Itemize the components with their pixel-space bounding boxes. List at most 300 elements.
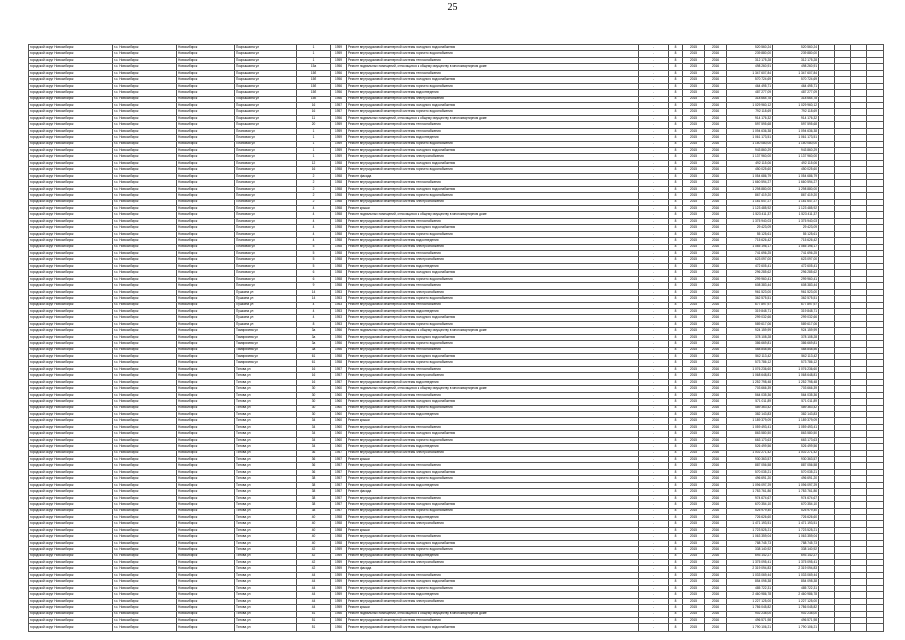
cost-total-cell: 1 076 236,60	[773, 366, 819, 372]
okrug-cell: городской округ Новосибирск	[29, 180, 113, 186]
okrug-cell: городской округ Новосибирск	[29, 463, 113, 469]
count-cell: 8	[669, 193, 683, 199]
okrug-cell: городской округ Новосибирск	[29, 366, 113, 372]
locality-cell: Новосибирск	[177, 289, 235, 295]
start-year-cell: 2015	[683, 251, 705, 257]
locality-cell: Новосибирск	[177, 334, 235, 340]
work-cell: Ремонт внутридомовой инженерной системы холодного водоснабжения	[347, 315, 639, 321]
city-cell: г.о. Новосибирск	[113, 148, 177, 154]
work-cell: Ремонт внутридомовой инженерной системы холодного водоснабжения	[347, 540, 639, 546]
dash-cell: -	[639, 302, 669, 308]
cost-total-cell: 1 181 647,27	[773, 199, 819, 205]
cost-cell: 1 150 080,00	[727, 141, 773, 147]
house-cell: 3а	[297, 328, 331, 334]
year-cell: 1956	[331, 70, 347, 76]
count-cell: 8	[669, 199, 683, 205]
end-year-cell: 2016	[705, 572, 727, 578]
work-cell: Ремонт подвальных помещений, относящихся к общему имуществу в многоквартирном доме	[347, 386, 639, 392]
dash-cell: -	[639, 424, 669, 430]
city-cell: г.о. Новосибирск	[113, 70, 177, 76]
street-cell: Плановая ул	[235, 128, 297, 134]
year-cell: 1960	[331, 405, 347, 411]
locality-cell: Новосибирск	[177, 283, 235, 289]
dash-cell: -	[639, 366, 669, 372]
street-cell: Покрышкина ул	[235, 83, 297, 89]
cost-total-cell: 338 140,92	[773, 547, 819, 553]
end-year-cell: 2016	[705, 141, 727, 147]
count-cell: 8	[669, 373, 683, 379]
street-cell: Пушкина ул	[235, 289, 297, 295]
cost-cell: 597 595,68	[727, 122, 773, 128]
start-year-cell: 2015	[683, 154, 705, 160]
count-cell: 8	[669, 283, 683, 289]
street-cell: Титова ул	[235, 457, 297, 463]
cost-cell: 902 238,00	[727, 611, 773, 617]
year-cell: 1956	[331, 624, 347, 632]
count-cell: 8	[669, 560, 683, 566]
cost-cell: 55 125,61	[727, 231, 773, 237]
street-cell: Плановая ул	[235, 148, 297, 154]
locality-cell: Новосибирск	[177, 238, 235, 244]
end-year-cell: 2016	[705, 270, 727, 276]
locality-cell: Новосибирск	[177, 444, 235, 450]
work-cell: Ремонт крыши	[347, 527, 639, 533]
work-cell: Ремонт внутридомовой инженерной системы электроснабжения	[347, 598, 639, 604]
okrug-cell: городской округ Новосибирск	[29, 392, 113, 398]
end-year-cell: 2016	[705, 489, 727, 495]
locality-cell: Новосибирск	[177, 495, 235, 501]
street-cell: Покрышкина ул	[235, 77, 297, 83]
work-cell: Ремонт внутридомовой инженерной системы водоотведения	[347, 263, 639, 269]
house-cell: 4	[297, 225, 331, 231]
year-cell: 1957	[331, 102, 347, 108]
dash-cell: -	[639, 547, 669, 553]
okrug-cell: городской округ Новосибирск	[29, 424, 113, 430]
work-cell: Ремонт внутридомовой инженерной системы горячего водоснабжения	[347, 83, 639, 89]
city-cell: г.о. Новосибирск	[113, 186, 177, 192]
year-cell: 1959	[331, 148, 347, 154]
house-cell: 20	[297, 122, 331, 128]
start-year-cell: 2015	[683, 411, 705, 417]
end-year-cell: 2016	[705, 102, 727, 108]
dash-cell: -	[639, 257, 669, 263]
cost-total-cell: 1 068 648,81	[773, 373, 819, 379]
cost-total-cell: 571 011,89	[773, 399, 819, 405]
count-cell: 8	[669, 437, 683, 443]
year-cell: 1960	[331, 418, 347, 424]
start-year-cell: 2015	[683, 469, 705, 475]
count-cell: 8	[669, 315, 683, 321]
city-cell: г.о. Новосибирск	[113, 386, 177, 392]
house-cell: 44	[297, 605, 331, 611]
start-year-cell: 2015	[683, 399, 705, 405]
city-cell: г.о. Новосибирск	[113, 457, 177, 463]
street-cell: Тимирязева ул	[235, 328, 297, 334]
dash-cell: -	[639, 579, 669, 585]
start-year-cell: 2015	[683, 495, 705, 501]
cost-cell: 386 669,81	[727, 341, 773, 347]
work-cell: Ремонт подвальных помещений, относящихся к общему имуществу в многоквартирном доме	[347, 115, 639, 121]
city-cell: г.о. Новосибирск	[113, 212, 177, 218]
cost-cell: 1 059 493,41	[727, 424, 773, 430]
locality-cell: Новосибирск	[177, 617, 235, 623]
cost-cell: 589 617,06	[727, 321, 773, 327]
locality-cell: Новосибирск	[177, 263, 235, 269]
locality-cell: Новосибирск	[177, 302, 235, 308]
okrug-cell: городской округ Новосибирск	[29, 315, 113, 321]
cost-cell: 492 115,06	[727, 160, 773, 166]
cost-cell: 1 094 636,38	[727, 128, 773, 134]
cost-cell: 382 143,83	[727, 411, 773, 417]
start-year-cell: 2015	[683, 605, 705, 611]
street-cell: Плановая ул	[235, 244, 297, 250]
work-cell: Ремонт крыши	[347, 418, 639, 424]
dash-cell: -	[639, 444, 669, 450]
street-cell: Титова ул	[235, 431, 297, 437]
year-cell: 1959	[331, 605, 347, 611]
start-year-cell: 2015	[683, 579, 705, 585]
start-year-cell: 2015	[683, 418, 705, 424]
house-cell: 12	[297, 160, 331, 166]
year-cell: 1959	[331, 57, 347, 63]
year-cell: 1959	[331, 45, 347, 51]
house-cell: 9	[297, 283, 331, 289]
house-cell: 34	[297, 424, 331, 430]
dash-cell: -	[639, 218, 669, 224]
end-year-cell: 2016	[705, 360, 727, 366]
city-cell: г.о. Новосибирск	[113, 64, 177, 70]
cost-cell: 1 660 594,27	[727, 180, 773, 186]
count-cell: 8	[669, 225, 683, 231]
locality-cell: Новосибирск	[177, 148, 235, 154]
start-year-cell: 2015	[683, 115, 705, 121]
year-cell: 1956	[331, 77, 347, 83]
work-cell: Ремонт крыши	[347, 205, 639, 211]
end-year-cell: 2016	[705, 257, 727, 263]
city-cell: г.о. Новосибирск	[113, 553, 177, 559]
okrug-cell: городской округ Новосибирск	[29, 521, 113, 527]
okrug-cell: городской округ Новосибирск	[29, 64, 113, 70]
locality-cell: Новосибирск	[177, 51, 235, 57]
count-cell: 8	[669, 57, 683, 63]
dash-cell: -	[639, 296, 669, 302]
year-cell: 1958	[331, 231, 347, 237]
house-cell: 38	[297, 502, 331, 508]
register-body	[29, 45, 884, 632]
work-cell: Ремонт внутридомовой инженерной системы электроснабжения	[347, 154, 639, 160]
street-cell: Титова ул	[235, 585, 297, 591]
street-cell: Плановая ул	[235, 154, 297, 160]
start-year-cell: 2015	[683, 276, 705, 282]
cost-cell: 570 724,69	[727, 77, 773, 83]
work-cell: Ремонт внутридомовой инженерной системы холодного водоснабжения	[347, 469, 639, 475]
okrug-cell: городской округ Новосибирск	[29, 302, 113, 308]
start-year-cell: 2015	[683, 534, 705, 540]
year-cell: 1959	[331, 585, 347, 591]
cost-cell: 1 033 069,44	[727, 572, 773, 578]
end-year-cell: 2016	[705, 193, 727, 199]
cost-total-cell: 570 035,21	[773, 469, 819, 475]
count-cell: 8	[669, 276, 683, 282]
cost-cell: 914 176,32	[727, 115, 773, 121]
count-cell: 8	[669, 592, 683, 598]
start-year-cell: 2015	[683, 347, 705, 353]
okrug-cell: городской округ Новосибирск	[29, 411, 113, 417]
okrug-cell: городской округ Новосибирск	[29, 386, 113, 392]
dash-cell: -	[639, 617, 669, 623]
okrug-cell: городской округ Новосибирск	[29, 257, 113, 263]
street-cell: Покрышкина ул	[235, 115, 297, 121]
city-cell: г.о. Новосибирск	[113, 379, 177, 385]
cost-total-cell: 573 786,12	[773, 360, 819, 366]
dash-cell: -	[639, 566, 669, 572]
count-cell: 8	[669, 489, 683, 495]
count-cell: 8	[669, 392, 683, 398]
count-cell: 8	[669, 495, 683, 501]
cost-total-cell: 1 660 594,27	[773, 180, 819, 186]
city-cell: г.о. Новосибирск	[113, 167, 177, 173]
cost-total-cell: 498 260,91	[773, 64, 819, 70]
house-cell: 16	[297, 167, 331, 173]
start-year-cell: 2015	[683, 617, 705, 623]
okrug-cell: городской округ Новосибирск	[29, 128, 113, 134]
cost-total-cell: 1 059 493,41	[773, 424, 819, 430]
cost-total-cell: 464 495,71	[773, 83, 819, 89]
year-cell: 1958	[331, 193, 347, 199]
count-cell: 8	[669, 96, 683, 102]
dash-cell: -	[639, 489, 669, 495]
work-cell: Ремонт внутридомовой инженерной системы электроснабжения	[347, 521, 639, 527]
start-year-cell: 2015	[683, 328, 705, 334]
okrug-cell: городской округ Новосибирск	[29, 560, 113, 566]
house-cell: 4	[297, 205, 331, 211]
street-cell: Титова ул	[235, 444, 297, 450]
dash-cell: -	[639, 167, 669, 173]
cost-cell: 670 354,10	[727, 502, 773, 508]
work-cell: Ремонт внутридомовой инженерной системы горячего водоснабжения	[347, 276, 639, 282]
city-cell: г.о. Новосибирск	[113, 122, 177, 128]
city-cell: г.о. Новосибирск	[113, 592, 177, 598]
cost-total-cell: 2 460 986,78	[773, 592, 819, 598]
street-cell: Титова ул	[235, 489, 297, 495]
dash-cell: -	[639, 437, 669, 443]
house-cell: 40	[297, 521, 331, 527]
street-cell: Титова ул	[235, 598, 297, 604]
cost-total-cell: 1 298 880,00	[773, 186, 819, 192]
city-cell: г.о. Новосибирск	[113, 424, 177, 430]
end-year-cell: 2016	[705, 508, 727, 514]
cost-cell: 788 745,73	[727, 540, 773, 546]
okrug-cell: городской округ Новосибирск	[29, 90, 113, 96]
street-cell: Плановая ул	[235, 257, 297, 263]
cost-total-cell: 318 664,78	[773, 96, 819, 102]
start-year-cell: 2015	[683, 476, 705, 482]
locality-cell: Новосибирск	[177, 154, 235, 160]
cost-total-cell: 378 108,28	[773, 334, 819, 340]
locality-cell: Новосибирск	[177, 457, 235, 463]
count-cell: 8	[669, 83, 683, 89]
street-cell: Покрышкина ул	[235, 102, 297, 108]
start-year-cell: 2015	[683, 502, 705, 508]
house-cell: 16	[297, 109, 331, 115]
okrug-cell: городской округ Новосибирск	[29, 77, 113, 83]
start-year-cell: 2015	[683, 199, 705, 205]
end-year-cell: 2016	[705, 251, 727, 257]
work-cell: Ремонт внутридомовой инженерной системы водоотведения	[347, 135, 639, 141]
work-cell: Ремонт внутридомовой инженерной системы электроснабжения	[347, 560, 639, 566]
work-cell: Ремонт внутридомовой инженерной системы горячего водоснабжения	[347, 321, 639, 327]
end-year-cell: 2016	[705, 366, 727, 372]
locality-cell: Новосибирск	[177, 109, 235, 115]
cost-cell: 312 175,28	[727, 57, 773, 63]
year-cell: 1960	[331, 399, 347, 405]
street-cell: Покрышкина ул	[235, 122, 297, 128]
street-cell: Титова ул	[235, 521, 297, 527]
street-cell: Титова ул	[235, 399, 297, 405]
cost-cell: 1 471 193,51	[727, 521, 773, 527]
locality-cell: Новосибирск	[177, 199, 235, 205]
city-cell: г.о. Новосибирск	[113, 540, 177, 546]
count-cell: 8	[669, 77, 683, 83]
end-year-cell: 2016	[705, 437, 727, 443]
dash-cell: -	[639, 392, 669, 398]
cost-total-cell: 496 691,20	[773, 476, 819, 482]
cost-cell: 1 790 106,21	[727, 624, 773, 632]
locality-cell: Новосибирск	[177, 231, 235, 237]
cost-total-cell: 914 176,32	[773, 115, 819, 121]
start-year-cell: 2015	[683, 508, 705, 514]
work-cell: Ремонт внутридомовой инженерной системы теплоснабжения	[347, 302, 639, 308]
cost-cell: 571 011,89	[727, 399, 773, 405]
locality-cell: Новосибирск	[177, 115, 235, 121]
cost-cell: 1 227 125,00	[727, 598, 773, 604]
start-year-cell: 2015	[683, 489, 705, 495]
city-cell: г.о. Новосибирск	[113, 476, 177, 482]
house-cell: 30	[297, 411, 331, 417]
end-year-cell: 2016	[705, 225, 727, 231]
house-cell: 40	[297, 527, 331, 533]
locality-cell: Новосибирск	[177, 553, 235, 559]
count-cell: 8	[669, 148, 683, 154]
year-cell: 1958	[331, 354, 347, 360]
okrug-cell: городской округ Новосибирск	[29, 585, 113, 591]
cost-total-cell: 492 115,06	[773, 160, 819, 166]
count-cell: 8	[669, 341, 683, 347]
end-year-cell: 2016	[705, 463, 727, 469]
start-year-cell: 2015	[683, 135, 705, 141]
start-year-cell: 2015	[683, 141, 705, 147]
locality-cell: Новосибирск	[177, 180, 235, 186]
okrug-cell: городской округ Новосибирск	[29, 141, 113, 147]
street-cell: Титова ул	[235, 514, 297, 520]
locality-cell: Новосибирск	[177, 437, 235, 443]
cost-cell: 854 098,38	[727, 579, 773, 585]
year-cell: 1958	[331, 225, 347, 231]
cost-cell: 299 032,66	[727, 315, 773, 321]
end-year-cell: 2016	[705, 476, 727, 482]
work-cell: Ремонт внутридомовой инженерной системы теплоснабжения	[347, 122, 639, 128]
cost-total-cell: 362 575,51	[773, 296, 819, 302]
city-cell: г.о. Новосибирск	[113, 321, 177, 327]
start-year-cell: 2015	[683, 585, 705, 591]
end-year-cell: 2016	[705, 167, 727, 173]
street-cell: Титова ул	[235, 450, 297, 456]
cost-total-cell: 670 354,10	[773, 502, 819, 508]
start-year-cell: 2015	[683, 270, 705, 276]
work-cell: Ремонт внутридомовой инженерной системы горячего водоснабжения	[347, 360, 639, 366]
house-cell: 36	[297, 469, 331, 475]
work-cell: Ремонт внутридомовой инженерной системы горячего водоснабжения	[347, 109, 639, 115]
house-cell: 4	[297, 315, 331, 321]
city-cell: г.о. Новосибирск	[113, 495, 177, 501]
locality-cell: Новосибирск	[177, 186, 235, 192]
dash-cell: -	[639, 122, 669, 128]
start-year-cell: 2015	[683, 263, 705, 269]
cost-cell: 792 118,69	[727, 109, 773, 115]
work-cell: Ремонт внутридомовой инженерной системы электроснабжения	[347, 373, 639, 379]
street-cell: Тимирязева ул	[235, 334, 297, 340]
cost-total-cell: 867 419,20	[773, 193, 819, 199]
street-cell: Титова ул	[235, 476, 297, 482]
city-cell: г.о. Новосибирск	[113, 444, 177, 450]
dash-cell: -	[639, 482, 669, 488]
dash-cell: -	[639, 328, 669, 334]
work-cell: Ремонт внутридомовой инженерной системы горячего водоснабжения	[347, 508, 639, 514]
work-cell: Ремонт фасада	[347, 173, 639, 179]
start-year-cell: 2015	[683, 463, 705, 469]
house-cell: 42	[297, 560, 331, 566]
dash-cell: -	[639, 527, 669, 533]
count-cell: 8	[669, 186, 683, 192]
dash-cell: -	[639, 64, 669, 70]
end-year-cell: 2016	[705, 96, 727, 102]
cost-cell: 863 580,50	[727, 431, 773, 437]
house-cell: 38	[297, 495, 331, 501]
house-cell: 4	[297, 302, 331, 308]
street-cell: Титова ул	[235, 502, 297, 508]
extra-cell	[819, 624, 835, 632]
year-cell: 1957	[331, 450, 347, 456]
work-cell: Ремонт внутридомовой инженерной системы холодного водоснабжения	[347, 431, 639, 437]
locality-cell: Новосибирск	[177, 379, 235, 385]
locality-cell: Новосибирск	[177, 167, 235, 173]
okrug-cell: городской округ Новосибирск	[29, 83, 113, 89]
end-year-cell: 2016	[705, 418, 727, 424]
cost-cell: 1 085 196,17	[727, 244, 773, 250]
start-year-cell: 2015	[683, 186, 705, 192]
street-cell: Титова ул	[235, 534, 297, 540]
end-year-cell: 2016	[705, 495, 727, 501]
house-cell: 6	[297, 270, 331, 276]
year-cell: 1957	[331, 469, 347, 475]
work-cell: Ремонт внутридомовой инженерной системы водоотведения	[347, 90, 639, 96]
cost-cell: 1 783 761,86	[727, 489, 773, 495]
year-cell: 1957	[331, 109, 347, 115]
cost-total-cell: 1 137 960,00	[773, 154, 819, 160]
count-cell: 8	[669, 308, 683, 314]
year-cell: 1960	[331, 392, 347, 398]
locality-cell: Новосибирск	[177, 128, 235, 134]
city-cell: г.о. Новосибирск	[113, 611, 177, 617]
locality-cell: Новосибирск	[177, 276, 235, 282]
cost-cell: 943 860,29	[727, 148, 773, 154]
city-cell: г.о. Новосибирск	[113, 193, 177, 199]
locality-cell: Новосибирск	[177, 173, 235, 179]
okrug-cell: городской округ Новосибирск	[29, 418, 113, 424]
year-cell: 1958	[331, 212, 347, 218]
cost-cell: 378 108,28	[727, 334, 773, 340]
start-year-cell: 2015	[683, 437, 705, 443]
